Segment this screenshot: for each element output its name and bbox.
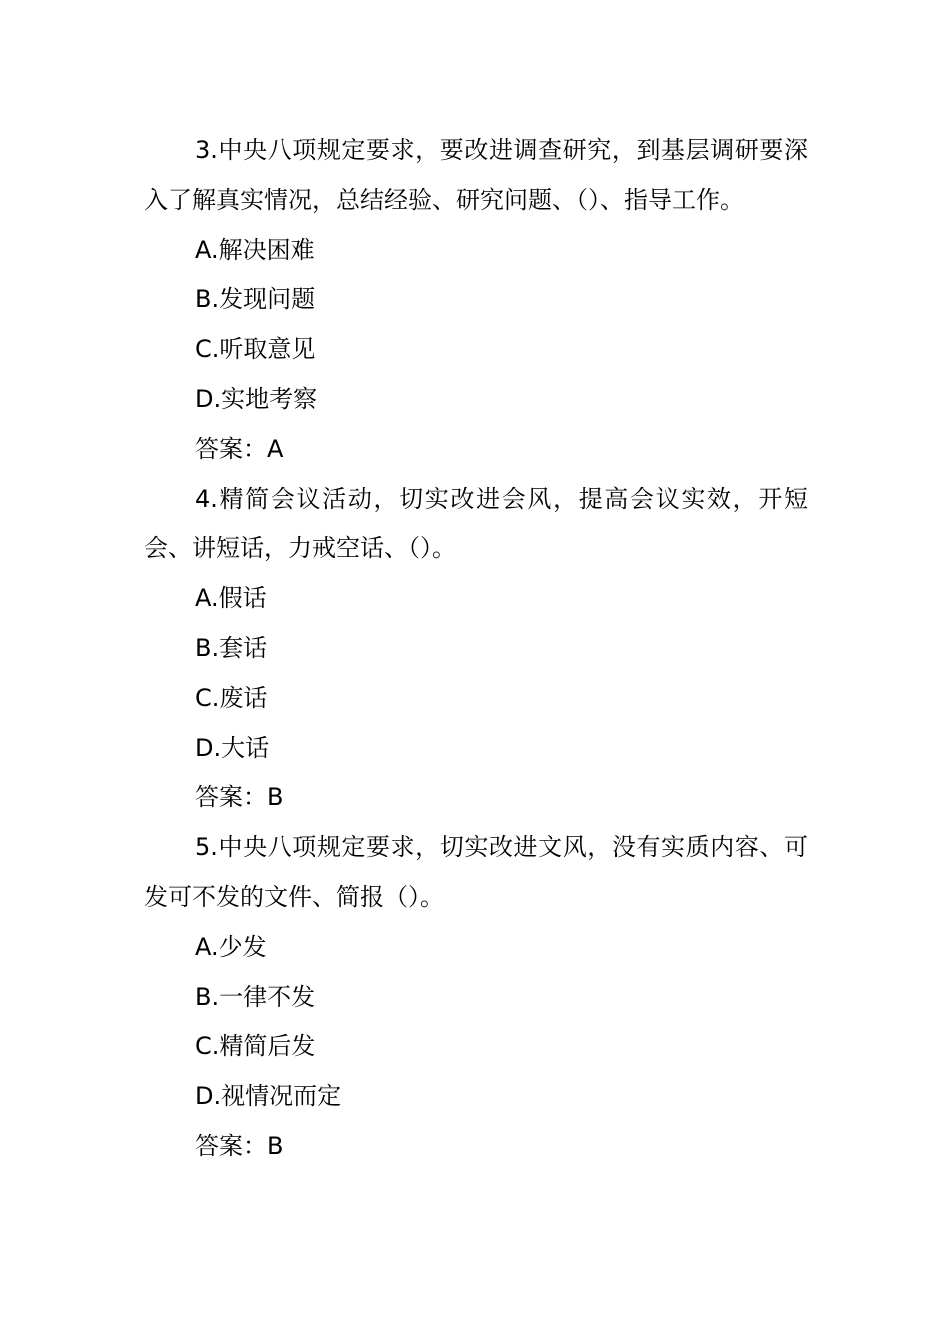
answer-line: 答案：B [195, 1131, 284, 1160]
question-4 [144, 475, 808, 824]
document-page [144, 126, 808, 1172]
option-a: A.少发 [195, 932, 267, 961]
answer-line: 答案：B [195, 783, 284, 812]
question-stem: 4.精简会议活动，切实改进会风，提高会议实效，开短会、讲短话，力戒空话、（）。 [144, 484, 808, 563]
option-a: A.解决困难 [195, 235, 315, 264]
option-c: C.听取意见 [195, 335, 316, 364]
option-c: C.精简后发 [195, 1032, 316, 1061]
option-c: C.废话 [195, 683, 268, 712]
question-3 [144, 126, 808, 475]
option-d: D.视情况而定 [195, 1082, 342, 1111]
answer-line: 答案：A [195, 434, 284, 463]
option-a: A.假话 [195, 584, 267, 613]
option-b: B.发现问题 [195, 285, 316, 314]
option-d: D.实地考察 [195, 384, 318, 413]
option-b: B.套话 [195, 633, 268, 662]
option-b: B.一律不发 [195, 982, 316, 1011]
option-d: D.大话 [195, 733, 270, 762]
question-stem: 3.中央八项规定要求，要改进调查研究，到基层调研要深入了解真实情况，总结经验、研究问题、（）、指导工作。 [144, 136, 808, 214]
question-stem: 5.中央八项规定要求，切实改进文风，没有实质内容、可发可不发的文件、简报（）。 [144, 833, 808, 911]
question-5 [144, 823, 808, 1172]
